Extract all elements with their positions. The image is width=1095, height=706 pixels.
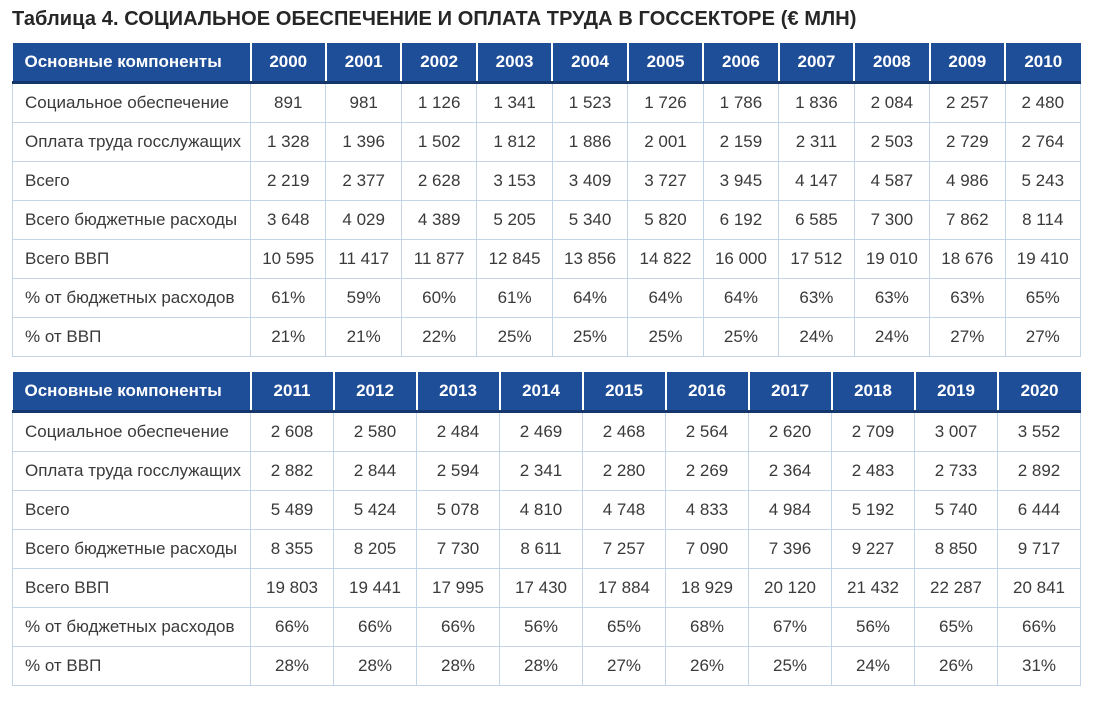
cell-value: 27% [583, 647, 666, 686]
cell-value: 8 850 [915, 530, 998, 569]
cell-value: 12 845 [477, 240, 552, 279]
cell-value: 7 090 [666, 530, 749, 569]
cell-value: 18 676 [930, 240, 1005, 279]
cell-value: 7 300 [854, 201, 929, 240]
cell-value: 25% [749, 647, 832, 686]
cell-value: 24% [779, 318, 854, 357]
cell-value: 2 764 [1005, 123, 1080, 162]
cell-value: 7 862 [930, 201, 1005, 240]
cell-value: 28% [417, 647, 500, 686]
cell-value: 22% [401, 318, 476, 357]
year-column-header: 2005 [628, 43, 703, 83]
table-row [13, 412, 1081, 452]
table-2011-2020 [12, 372, 1081, 686]
year-column-header: 2000 [251, 43, 326, 83]
cell-value: 6 585 [779, 201, 854, 240]
cell-value: 27% [1005, 318, 1080, 357]
cell-value: 63% [779, 279, 854, 318]
cell-value: 65% [583, 608, 666, 647]
cell-value: 2 311 [779, 123, 854, 162]
cell-value: 2 480 [1005, 83, 1080, 123]
data-table [12, 43, 1081, 357]
cell-value: 31% [998, 647, 1081, 686]
cell-value: 24% [832, 647, 915, 686]
cell-value: 17 512 [779, 240, 854, 279]
cell-value: 66% [251, 608, 334, 647]
cell-value: 2 257 [930, 83, 1005, 123]
cell-value: 2 001 [628, 123, 703, 162]
cell-value: 5 078 [417, 491, 500, 530]
cell-value: 2 341 [500, 452, 583, 491]
row-label: % от ВВП [13, 647, 251, 686]
cell-value: 17 884 [583, 569, 666, 608]
cell-value: 1 341 [477, 83, 552, 123]
cell-value: 22 287 [915, 569, 998, 608]
cell-value: 20 841 [998, 569, 1081, 608]
cell-value: 1 786 [703, 83, 778, 123]
cell-value: 1 328 [251, 123, 326, 162]
cell-value: 2 468 [583, 412, 666, 452]
year-column-header: 2019 [915, 372, 998, 412]
cell-value: 5 424 [334, 491, 417, 530]
cell-value: 1 126 [401, 83, 476, 123]
table-row [13, 201, 1081, 240]
cell-value: 65% [1005, 279, 1080, 318]
cell-value: 981 [326, 83, 401, 123]
cell-value: 26% [666, 647, 749, 686]
cell-value: 26% [915, 647, 998, 686]
year-column-header: 2007 [779, 43, 854, 83]
row-label: Оплата труда госслужащих [13, 452, 251, 491]
cell-value: 61% [251, 279, 326, 318]
cell-value: 4 389 [401, 201, 476, 240]
cell-value: 10 595 [251, 240, 326, 279]
cell-value: 8 114 [1005, 201, 1080, 240]
row-label: Всего ВВП [13, 569, 251, 608]
cell-value: 2 594 [417, 452, 500, 491]
cell-value: 2 882 [251, 452, 334, 491]
row-label: Всего бюджетные расходы [13, 201, 251, 240]
row-header-label: Основные компоненты [13, 372, 251, 412]
cell-value: 2 564 [666, 412, 749, 452]
cell-value: 5 740 [915, 491, 998, 530]
cell-value: 18 929 [666, 569, 749, 608]
year-column-header: 2018 [832, 372, 915, 412]
table-row [13, 530, 1081, 569]
cell-value: 5 820 [628, 201, 703, 240]
cell-value: 4 810 [500, 491, 583, 530]
table-row [13, 279, 1081, 318]
cell-value: 3 153 [477, 162, 552, 201]
table-row [13, 491, 1081, 530]
cell-value: 3 648 [251, 201, 326, 240]
cell-value: 2 280 [583, 452, 666, 491]
cell-value: 2 503 [854, 123, 929, 162]
table-row [13, 608, 1081, 647]
table-2000-2010 [12, 43, 1081, 357]
table-row [13, 318, 1081, 357]
cell-value: 4 587 [854, 162, 929, 201]
cell-value: 68% [666, 608, 749, 647]
cell-value: 21% [251, 318, 326, 357]
cell-value: 63% [930, 279, 1005, 318]
cell-value: 6 192 [703, 201, 778, 240]
cell-value: 56% [832, 608, 915, 647]
cell-value: 66% [334, 608, 417, 647]
year-column-header: 2014 [500, 372, 583, 412]
table-title: Таблица 4. СОЦИАЛЬНОЕ ОБЕСПЕЧЕНИЕ И ОПЛАТА ТРУДА В ГОССЕКТОРЕ (€ МЛН) [12, 8, 857, 30]
cell-value: 2 377 [326, 162, 401, 201]
cell-value: 13 856 [552, 240, 627, 279]
cell-value: 21 432 [832, 569, 915, 608]
cell-value: 2 219 [251, 162, 326, 201]
cell-value: 2 364 [749, 452, 832, 491]
cell-value: 16 000 [703, 240, 778, 279]
year-column-header: 2020 [998, 372, 1081, 412]
cell-value: 4 986 [930, 162, 1005, 201]
year-column-header: 2003 [477, 43, 552, 83]
year-column-header: 2012 [334, 372, 417, 412]
table-row [13, 647, 1081, 686]
cell-value: 8 355 [251, 530, 334, 569]
row-label: Оплата труда госслужащих [13, 123, 251, 162]
cell-value: 2 608 [251, 412, 334, 452]
cell-value: 11 417 [326, 240, 401, 279]
cell-value: 2 892 [998, 452, 1081, 491]
year-column-header: 2015 [583, 372, 666, 412]
cell-value: 2 620 [749, 412, 832, 452]
year-column-header: 2004 [552, 43, 627, 83]
cell-value: 59% [326, 279, 401, 318]
cell-value: 1 396 [326, 123, 401, 162]
cell-value: 2 733 [915, 452, 998, 491]
cell-value: 3 552 [998, 412, 1081, 452]
cell-value: 60% [401, 279, 476, 318]
cell-value: 891 [251, 83, 326, 123]
year-column-header: 2008 [854, 43, 929, 83]
cell-value: 1 726 [628, 83, 703, 123]
cell-value: 1 836 [779, 83, 854, 123]
table-row [13, 240, 1081, 279]
cell-value: 4 984 [749, 491, 832, 530]
year-column-header: 2006 [703, 43, 778, 83]
table-row [13, 452, 1081, 491]
cell-value: 67% [749, 608, 832, 647]
cell-value: 61% [477, 279, 552, 318]
cell-value: 14 822 [628, 240, 703, 279]
cell-value: 25% [703, 318, 778, 357]
cell-value: 7 257 [583, 530, 666, 569]
cell-value: 64% [628, 279, 703, 318]
data-table [12, 372, 1081, 686]
cell-value: 17 430 [500, 569, 583, 608]
cell-value: 2 159 [703, 123, 778, 162]
row-label: Всего [13, 491, 251, 530]
cell-value: 2 484 [417, 412, 500, 452]
cell-value: 2 469 [500, 412, 583, 452]
cell-value: 28% [251, 647, 334, 686]
cell-value: 2 844 [334, 452, 417, 491]
cell-value: 65% [915, 608, 998, 647]
table-row [13, 162, 1081, 201]
cell-value: 2 729 [930, 123, 1005, 162]
cell-value: 25% [628, 318, 703, 357]
year-column-header: 2009 [930, 43, 1005, 83]
cell-value: 28% [334, 647, 417, 686]
row-label: % от бюджетных расходов [13, 608, 251, 647]
year-column-header: 2016 [666, 372, 749, 412]
table-row [13, 83, 1081, 123]
cell-value: 19 803 [251, 569, 334, 608]
cell-value: 66% [417, 608, 500, 647]
cell-value: 20 120 [749, 569, 832, 608]
cell-value: 3 007 [915, 412, 998, 452]
cell-value: 4 748 [583, 491, 666, 530]
cell-value: 19 410 [1005, 240, 1080, 279]
table-row [13, 569, 1081, 608]
year-column-header: 2010 [1005, 43, 1080, 83]
row-label: Всего [13, 162, 251, 201]
cell-value: 9 227 [832, 530, 915, 569]
cell-value: 2 580 [334, 412, 417, 452]
cell-value: 2 628 [401, 162, 476, 201]
year-column-header: 2002 [401, 43, 476, 83]
cell-value: 2 269 [666, 452, 749, 491]
cell-value: 5 489 [251, 491, 334, 530]
cell-value: 7 730 [417, 530, 500, 569]
row-label: Всего бюджетные расходы [13, 530, 251, 569]
cell-value: 5 340 [552, 201, 627, 240]
cell-value: 3 945 [703, 162, 778, 201]
header-row [13, 43, 1081, 83]
cell-value: 9 717 [998, 530, 1081, 569]
cell-value: 1 812 [477, 123, 552, 162]
row-header-label: Основные компоненты [13, 43, 251, 83]
header-row [13, 372, 1081, 412]
cell-value: 2 084 [854, 83, 929, 123]
cell-value: 4 833 [666, 491, 749, 530]
cell-value: 17 995 [417, 569, 500, 608]
cell-value: 56% [500, 608, 583, 647]
cell-value: 1 886 [552, 123, 627, 162]
row-label: Социальное обеспечение [13, 83, 251, 123]
cell-value: 64% [552, 279, 627, 318]
cell-value: 3 727 [628, 162, 703, 201]
cell-value: 1 502 [401, 123, 476, 162]
row-label: Всего ВВП [13, 240, 251, 279]
cell-value: 25% [477, 318, 552, 357]
cell-value: 4 147 [779, 162, 854, 201]
cell-value: 5 192 [832, 491, 915, 530]
cell-value: 1 523 [552, 83, 627, 123]
year-column-header: 2017 [749, 372, 832, 412]
cell-value: 2 709 [832, 412, 915, 452]
cell-value: 21% [326, 318, 401, 357]
year-column-header: 2013 [417, 372, 500, 412]
cell-value: 19 010 [854, 240, 929, 279]
cell-value: 19 441 [334, 569, 417, 608]
cell-value: 8 611 [500, 530, 583, 569]
row-label: % от ВВП [13, 318, 251, 357]
cell-value: 64% [703, 279, 778, 318]
cell-value: 66% [998, 608, 1081, 647]
cell-value: 25% [552, 318, 627, 357]
cell-value: 3 409 [552, 162, 627, 201]
cell-value: 5 205 [477, 201, 552, 240]
row-label: Социальное обеспечение [13, 412, 251, 452]
cell-value: 6 444 [998, 491, 1081, 530]
cell-value: 11 877 [401, 240, 476, 279]
cell-value: 28% [500, 647, 583, 686]
cell-value: 7 396 [749, 530, 832, 569]
year-column-header: 2001 [326, 43, 401, 83]
cell-value: 24% [854, 318, 929, 357]
cell-value: 27% [930, 318, 1005, 357]
cell-value: 63% [854, 279, 929, 318]
row-label: % от бюджетных расходов [13, 279, 251, 318]
cell-value: 5 243 [1005, 162, 1080, 201]
cell-value: 2 483 [832, 452, 915, 491]
table-row [13, 123, 1081, 162]
year-column-header: 2011 [251, 372, 334, 412]
cell-value: 4 029 [326, 201, 401, 240]
cell-value: 8 205 [334, 530, 417, 569]
